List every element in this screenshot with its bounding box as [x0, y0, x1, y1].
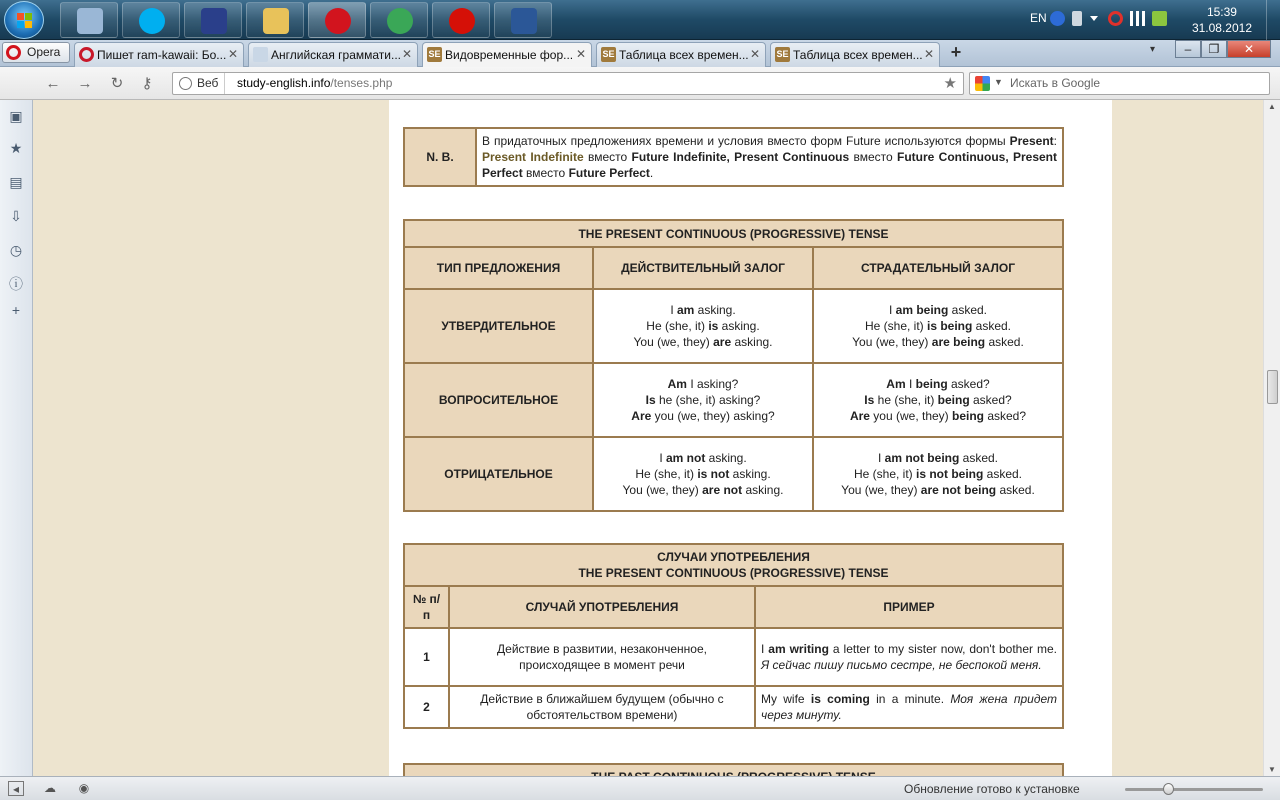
example-text: My wife [761, 692, 811, 706]
line-text: You (we, they) [633, 335, 714, 349]
example-translation: Моя жена придет через минуту. [761, 692, 1058, 722]
bookmark-star-icon[interactable]: ★ [943, 75, 957, 92]
tab-close-icon[interactable]: ✕ [401, 47, 412, 61]
nb-text-bold: Present [1009, 134, 1054, 148]
usage-number: 1 [404, 628, 449, 686]
line-text: asked. [972, 319, 1012, 333]
usage-col-num: № п/п [404, 586, 449, 628]
usage-example [755, 628, 1063, 686]
conjugation-line [599, 482, 807, 498]
line-text: asked. [996, 483, 1035, 497]
verb-form: is not being [915, 467, 984, 481]
taskbar-app-button[interactable] [246, 2, 304, 38]
line-text: I [659, 451, 666, 465]
conjugation-line [819, 318, 1057, 334]
save-disk-icon [201, 8, 227, 34]
tab-favicon-icon: SE [775, 47, 790, 62]
zoom-slider-knob[interactable] [1163, 783, 1174, 795]
browser-tab-bar [0, 40, 1280, 67]
conjugation-line [599, 450, 807, 466]
example-verb: is coming [810, 692, 870, 706]
help-icon[interactable] [1050, 11, 1065, 26]
line-text: asking. [694, 303, 736, 317]
side-panel [0, 100, 33, 776]
back-arrow-icon[interactable]: ← [45, 75, 61, 92]
conjugation-line [599, 318, 807, 334]
conjugation-line [599, 376, 807, 392]
taskbar-app-button[interactable] [432, 2, 490, 38]
line-text: he (she, it) asking? [655, 393, 761, 407]
cloud-unite-icon[interactable]: ☁ [44, 781, 56, 795]
conjugation-line [819, 450, 1057, 466]
forward-arrow-icon[interactable]: → [77, 75, 93, 92]
forms-col-type: ТИП ПРЕДЛОЖЕНИЯ [404, 247, 593, 289]
tab-label: Английская граммати... [271, 48, 402, 62]
table-row [404, 363, 1063, 437]
line-text: I [905, 377, 916, 391]
web-badge[interactable] [173, 73, 225, 94]
tab-close-icon[interactable]: ✕ [749, 47, 760, 61]
tab-favicon-icon: SE [427, 47, 442, 62]
speed-dial-icon[interactable]: ▣ [9, 108, 23, 124]
page-body [389, 100, 1112, 776]
verb-form: being [915, 377, 948, 391]
conjugation-line [599, 392, 807, 408]
folder-icon [263, 8, 289, 34]
verb-form: am not being [884, 451, 960, 465]
show-desktop-button[interactable] [1266, 0, 1280, 40]
verb-form: is [708, 319, 719, 333]
line-text: asked? [969, 393, 1012, 407]
close-window-button[interactable]: ✕ [1227, 40, 1271, 58]
verb-form: being [952, 409, 984, 423]
tab-favicon-icon: SE [601, 47, 616, 62]
opera-menu-button[interactable] [2, 42, 70, 63]
panel-toggle-icon[interactable]: ◂ [8, 781, 24, 796]
clock[interactable] [1192, 4, 1252, 36]
conjugation-line [819, 408, 1057, 424]
start-button[interactable] [4, 1, 44, 39]
usage-title-line2: THE PRESENT CONTINUOUS (PROGRESSIVE) TENSE [578, 566, 889, 580]
nb-text [476, 128, 1063, 186]
example-verb: am writing [768, 642, 829, 656]
nb-text-part: вместо [849, 150, 898, 164]
conjugation-line [819, 466, 1057, 482]
opera-logo-icon [6, 45, 21, 60]
taskbar-app-button[interactable] [60, 2, 118, 38]
line-text: asked? [984, 409, 1027, 423]
browser-tab[interactable] [422, 42, 592, 68]
url-host: study-english.info [237, 76, 331, 90]
conjugation-line [819, 302, 1057, 318]
url-text[interactable] [237, 73, 392, 94]
line-text: asking. [742, 483, 784, 497]
forms-col-active: ДЕЙСТВИТЕЛЬНЫЙ ЗАЛОГ [593, 247, 813, 289]
example-text: a letter to my sister now, don't bother me. [828, 642, 1057, 656]
verb-form: am not [665, 451, 706, 465]
conjugation-line [819, 376, 1057, 392]
nb-text-part: В придаточных предложениях времени и условия вместо форм Future используются формы [482, 134, 1010, 148]
google-icon[interactable] [975, 76, 990, 91]
passive-voice-cell [813, 437, 1063, 511]
signal-icon[interactable] [1130, 11, 1145, 26]
nb-table [403, 127, 1064, 187]
table-row [404, 686, 1063, 728]
info-icon[interactable]: ⓘ [9, 276, 23, 292]
tab-label: Таблица всех времен... [793, 48, 923, 62]
conjugation-line [599, 334, 807, 350]
history-clock-icon[interactable]: ◷ [9, 242, 23, 258]
restore-button[interactable]: ❐ [1201, 40, 1227, 58]
line-text: asking. [729, 467, 771, 481]
forms-title: THE PRESENT CONTINUOUS (PROGRESSIVE) TENSE [404, 220, 1063, 247]
language-indicator[interactable]: EN [1030, 11, 1047, 25]
line-text: asked. [983, 467, 1023, 481]
sentence-type: ВОПРОСИТЕЛЬНОЕ [404, 363, 593, 437]
search-placeholder: Искать в Google [1010, 76, 1101, 90]
browser-tab[interactable] [74, 42, 244, 67]
search-field[interactable] [969, 72, 1270, 95]
scroll-up-icon[interactable]: ▲ [1268, 102, 1276, 111]
search-engine-dropdown-icon[interactable]: ▼ [994, 77, 1003, 87]
active-voice-cell [593, 437, 813, 511]
tab-label: Таблица всех времен... [619, 48, 749, 62]
taskbar-app-button[interactable] [494, 2, 552, 38]
nb-text-bold: Future Perfect [568, 166, 650, 180]
usage-title-line1: СЛУЧАИ УПОТРЕБЛЕНИЯ [657, 550, 810, 564]
sentence-type: УТВЕРДИТЕЛЬНОЕ [404, 289, 593, 363]
verb-form: Are [631, 409, 652, 423]
nb-text-bold: Future Indefinite, Present Continuous [631, 150, 850, 164]
minimize-button[interactable]: – [1175, 40, 1201, 58]
nb-text-highlight: Present Indefinite [482, 150, 584, 164]
taskbar-app-button[interactable] [122, 2, 180, 38]
line-text: You (we, they) [622, 483, 703, 497]
verb-form: are not being [920, 483, 997, 497]
example-text: I [761, 642, 769, 656]
taskbar-app-button[interactable] [308, 2, 366, 38]
taskbar-app-button[interactable] [184, 2, 242, 38]
active-voice-cell [593, 289, 813, 363]
forms-table [403, 219, 1064, 512]
usage-case: Действие в ближайшем будущем (обычно с обстоятельством времени) [449, 686, 755, 728]
table-row [404, 437, 1063, 511]
line-text: asking. [731, 335, 773, 349]
verb-form: am being [895, 303, 949, 317]
globe-icon [179, 77, 192, 90]
turbo-icon[interactable]: ◉ [78, 781, 90, 795]
line-text: I [877, 451, 885, 465]
line-text: asked? [947, 377, 990, 391]
conjugation-line [819, 482, 1057, 498]
tray-expand-icon[interactable] [1090, 16, 1098, 21]
line-text: He (she, it) [864, 319, 927, 333]
sentence-type: ОТРИЦАТЕЛЬНОЕ [404, 437, 593, 511]
verb-form: is not [697, 467, 730, 481]
page-viewport [34, 100, 1263, 776]
reload-icon[interactable]: ↻ [110, 75, 124, 92]
example-translation: Я сейчас пишу письмо сестре, не беспокой меня. [761, 658, 1042, 672]
usage-table [403, 543, 1064, 729]
tab-label: Пишет ram-kawaii: Бо... [97, 48, 227, 62]
taskbar-app-button[interactable] [370, 2, 428, 38]
passive-voice-cell [813, 363, 1063, 437]
vertical-scrollbar[interactable] [1263, 100, 1280, 776]
nb-text-bold: Future Continuous, Present Perfect [482, 150, 1057, 180]
verb-form: Am [886, 377, 906, 391]
line-text: asked. [985, 335, 1024, 349]
network-icon[interactable] [1072, 11, 1082, 26]
status-bar [0, 776, 1280, 800]
usage-case: Действие в развитии, незаконченное, происходящее в момент речи [449, 628, 755, 686]
verb-form: are [713, 335, 732, 349]
word-icon [511, 8, 537, 34]
scrollbar-thumb[interactable] [1267, 370, 1278, 404]
line-text: asking. [705, 451, 747, 465]
line-text: you (we, they) [869, 409, 952, 423]
url-path: /tenses.php [330, 76, 393, 90]
tab-close-icon[interactable]: ✕ [227, 47, 238, 61]
conjugation-line [819, 392, 1057, 408]
conjugation-line [599, 466, 807, 482]
line-text: You (we, they) [852, 335, 932, 349]
opera-menu-label: Opera [27, 45, 61, 59]
tab-favicon-icon [79, 47, 94, 62]
windows-logo-icon [17, 13, 33, 29]
update-status-text[interactable]: Обновление готово к установке [904, 782, 1080, 796]
volume-icon[interactable] [1152, 11, 1167, 26]
clock-date: 31.08.2012 [1191, 21, 1252, 35]
window-controls [1175, 40, 1271, 58]
windows-taskbar [0, 0, 1280, 40]
table-row [404, 628, 1063, 686]
notes-icon[interactable]: ▤ [9, 174, 23, 190]
forms-col-passive: СТРАДАТЕЛЬНЫЙ ЗАЛОГ [813, 247, 1063, 289]
line-text: asked. [948, 303, 988, 317]
conjugation-line [599, 302, 807, 318]
passive-voice-cell [813, 289, 1063, 363]
line-text: I asking? [686, 377, 739, 391]
skype-icon [139, 8, 165, 34]
verb-form: are not [702, 483, 743, 497]
browser-tab[interactable] [770, 42, 940, 67]
calculator-icon [77, 8, 103, 34]
nb-text-part: : [1053, 134, 1057, 148]
key-icon[interactable]: ⚷ [141, 75, 153, 92]
usage-col-example: ПРИМЕР [755, 586, 1063, 628]
verb-form: are being [931, 335, 986, 349]
line-text: asking. [718, 319, 760, 333]
active-voice-cell [593, 363, 813, 437]
line-text: he (she, it) [874, 393, 938, 407]
address-bar[interactable] [172, 72, 964, 95]
verb-form: Are [849, 409, 870, 423]
table-row [404, 289, 1063, 363]
web-label: Веб [197, 76, 219, 90]
line-text: He (she, it) [646, 319, 709, 333]
opera-icon [325, 8, 351, 34]
verb-form: is being [926, 319, 973, 333]
tab-list-icon[interactable]: ▾ [1150, 44, 1156, 55]
bookmarks-star-icon[interactable]: ★ [9, 140, 23, 156]
zoom-slider[interactable] [1125, 788, 1263, 791]
conjugation-line [599, 408, 807, 424]
nb-text-part: вместо [522, 166, 569, 180]
nb-label: N. B. [404, 128, 476, 186]
clock-time: 15:39 [1206, 5, 1237, 19]
scroll-down-icon[interactable]: ▼ [1268, 765, 1276, 774]
lastfm-icon [449, 8, 475, 34]
nb-text-part: вместо [583, 150, 632, 164]
verb-form: being [937, 393, 970, 407]
browser-tab[interactable] [596, 42, 766, 67]
tab-close-icon[interactable]: ✕ [923, 47, 934, 61]
system-tray [1020, 0, 1280, 40]
opera-tray-icon[interactable] [1108, 11, 1123, 26]
usage-title [404, 544, 1063, 586]
usage-example [755, 686, 1063, 728]
verb-form: Is [645, 393, 656, 407]
tab-favicon-icon [253, 47, 268, 62]
chrome-icon [387, 8, 413, 34]
conjugation-line [819, 334, 1057, 350]
usage-number: 2 [404, 686, 449, 728]
verb-form: Am [667, 377, 687, 391]
tab-label: Видовременные фор... [445, 48, 574, 62]
example-text: in a minute. [869, 692, 951, 706]
line-text: I [888, 303, 896, 317]
line-text: asked. [959, 451, 999, 465]
line-text: you (we, they) asking? [651, 409, 775, 423]
line-text: He (she, it) [635, 467, 698, 481]
usage-col-case: СЛУЧАЙ УПОТРЕБЛЕНИЯ [449, 586, 755, 628]
line-text: You (we, they) [841, 483, 921, 497]
browser-tab[interactable] [248, 42, 418, 67]
verb-form: am [676, 303, 695, 317]
line-text: He (she, it) [853, 467, 916, 481]
tab-close-icon[interactable]: ✕ [575, 47, 586, 61]
downloads-icon[interactable]: ⇩ [10, 208, 22, 224]
address-toolbar [0, 67, 1280, 100]
add-panel-icon[interactable]: + [11, 302, 21, 318]
new-tab-button[interactable]: + [950, 42, 962, 62]
line-text: I [670, 303, 677, 317]
verb-form: Is [864, 393, 875, 407]
nb-text-part: . [649, 166, 654, 180]
